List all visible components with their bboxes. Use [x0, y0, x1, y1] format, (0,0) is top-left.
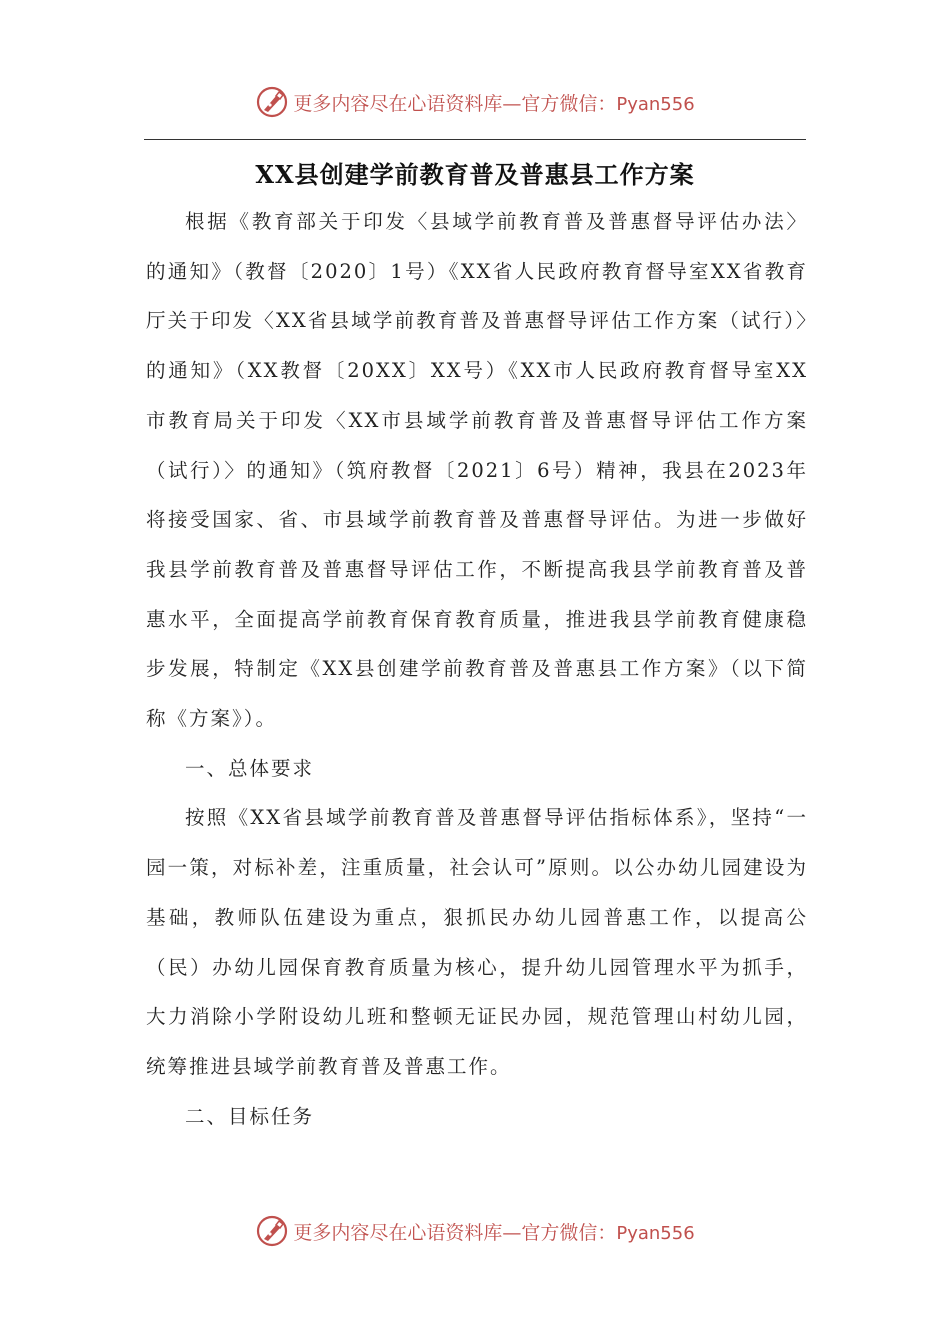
document-title: XX县创建学前教育普及普惠县工作方案: [255, 160, 695, 189]
section-heading-2: 二、目标任务: [185, 1104, 315, 1128]
footer-banner-separator: —: [502, 1221, 522, 1244]
paragraph-intro: 根据《教育部关于印发〈县域学前教育普及普惠督导评估办法〉的通知》（教督〔2020〕1号）《XX省人民政府教育督导室XX省教育厅关于印发〈XX省县域学前教育普及普惠督导评估工作方案（试行）〉的通知》（XX教督〔20XX〕XX号）《XX市人民政府教育督导室XX市教育局关于印发〈XX市县域学前教育普及普惠督导评估工作方案（试行）〉的通知》（筑府教督〔2021〕6号）精神，我县在2023年将接受国家、省、市县域学前教育普及普惠督导评估。为进一步做好我县学前教育普及普惠督导评估工作，不断提高我县学前教育普及普惠水平，全面提高学前教育保育教育质量，推进我县学前教育健康稳步发展，特制定《XX县创建学前教育普及普惠县工作方案》（以下简称《方案》）。: [146, 210, 808, 731]
header-banner: [0, 82, 950, 122]
banner-text: 更多内容尽在心语资料库: [293, 92, 503, 115]
section-heading-1: 一、总体要求: [185, 756, 315, 780]
footer-banner: [0, 1211, 950, 1251]
footer-banner-text: 更多内容尽在心语资料库: [293, 1221, 503, 1244]
banner-wechat-id: Pyan556: [616, 93, 695, 115]
pen-nib-icon: [255, 85, 289, 119]
banner-wechat-label: 官方微信：: [521, 92, 617, 115]
paragraph-general-requirements: 按照《XX省县域学前教育普及普惠督导评估指标体系》，坚持“一园一策，对标补差，注重质量，社会认可”原则。以公办幼儿园建设为基础，教师队伍建设为重点，狠抓民办幼儿园普惠工作，以提高公（民）办幼儿园保育教育质量为核心，提升幼儿园管理水平为抓手，大力消除小学附设幼儿班和整顿无证民办园，规范管理山村幼儿园，统筹推进县域学前教育普及普惠工作。: [146, 806, 808, 1078]
pen-nib-icon: [255, 1214, 289, 1248]
banner-separator: —: [502, 92, 522, 115]
document-body: [146, 197, 808, 1141]
footer-banner-wechat-label: 官方微信：: [521, 1221, 617, 1244]
footer-banner-wechat-id: Pyan556: [616, 1222, 695, 1244]
header-divider: [144, 139, 806, 140]
